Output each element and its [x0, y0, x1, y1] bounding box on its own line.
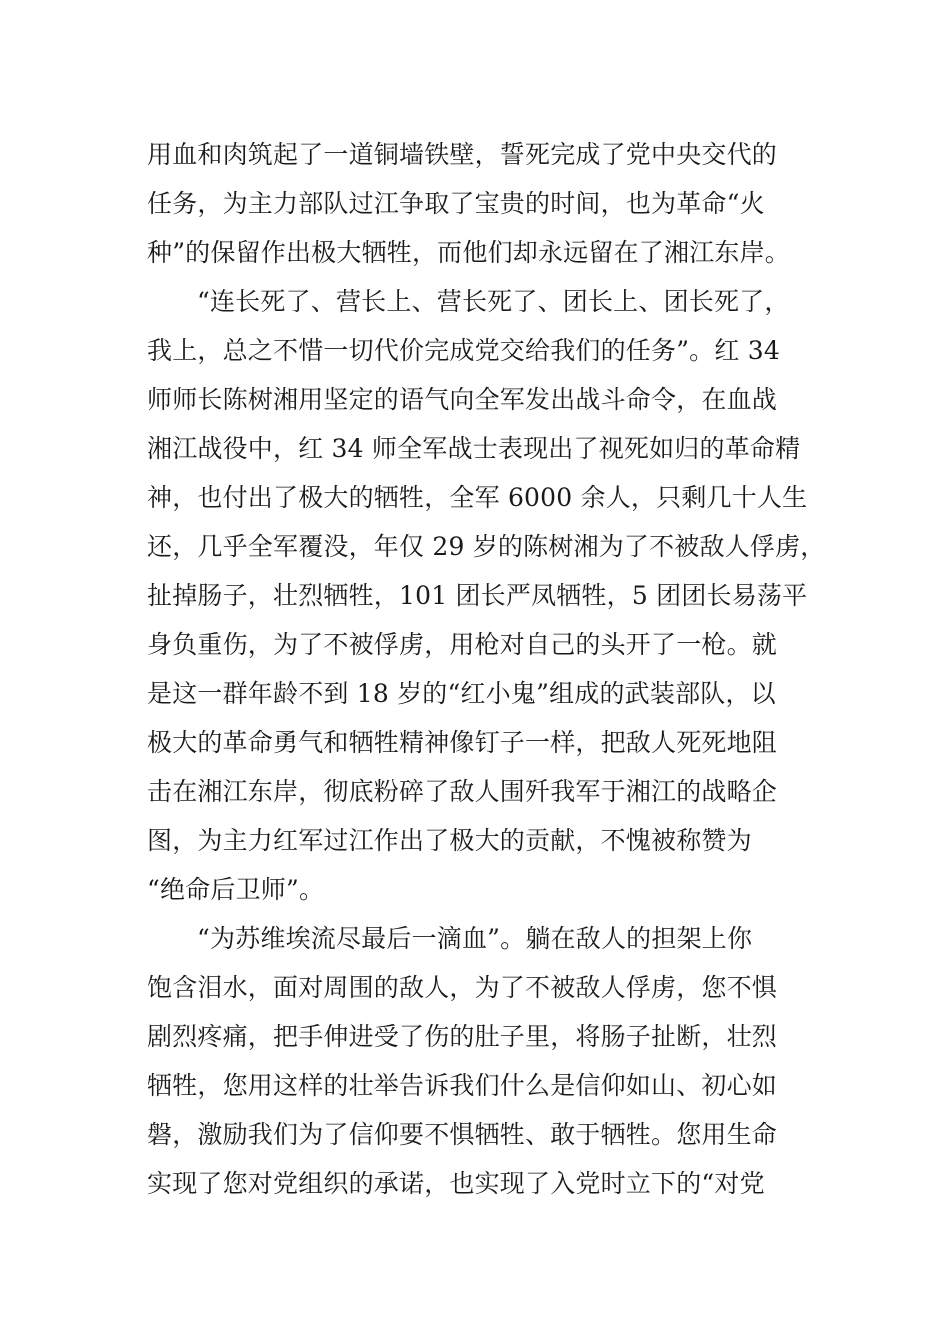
text-line: 磐，激励我们为了信仰要不惧牺牲、敢于牺牲。您用生命 — [147, 1120, 778, 1149]
text-line: 任务，为主力部队过江争取了宝贵的时间，也为革命“火 — [147, 189, 765, 218]
text-line: 还，几乎全军覆没，年仅 29 岁的陈树湘为了不被敌人俘虏， — [147, 532, 826, 561]
text-line: 极大的革命勇气和牺牲精神像钉子一样，把敌人死死地阻 — [147, 728, 778, 757]
text-line: 扯掉肠子，壮烈牺牲，101 团长严凤牺牲，5 团团长易荡平 — [147, 581, 808, 610]
document-body — [147, 130, 826, 1208]
text-line: 是这一群年龄不到 18 岁的“红小鬼”组成的武装部队，以 — [147, 679, 776, 708]
text-line: 饱含泪水，面对周围的敌人，为了不被敌人俘虏，您不惧 — [147, 973, 778, 1002]
text-line: 师师长陈树湘用坚定的语气向全军发出战斗命令，在血战 — [147, 385, 778, 414]
text-line: 实现了您对党组织的承诺，也实现了入党时立下的“对党 — [147, 1169, 765, 1198]
text-line: 神，也付出了极大的牺牲，全军 6000 余人，只剩几十人生 — [147, 483, 808, 512]
text-line: 图，为主力红军过江作出了极大的贡献，不愧被称赞为 — [147, 826, 752, 855]
text-line: 击在湘江东岸，彻底粉碎了敌人围歼我军于湘江的战略企 — [147, 777, 778, 806]
text-line: “绝命后卫师”。 — [147, 875, 325, 904]
paragraph-first-line: “为苏维埃流尽最后一滴血”。躺在敌人的担架上你 — [197, 924, 753, 953]
paragraph-first-line: “连长死了、营长上、营长死了、团长上、团长死了， — [197, 287, 790, 316]
text-line: 种”的保留作出极大牺牲，而他们却永远留在了湘江东岸。 — [147, 238, 790, 267]
text-line: 我上，总之不惜一切代价完成党交给我们的任务”。红 34 — [147, 336, 780, 365]
text-line: 身负重伤，为了不被俘虏，用枪对自己的头开了一枪。就 — [147, 630, 778, 659]
text-line: 湘江战役中，红 34 师全军战士表现出了视死如归的革命精 — [147, 434, 801, 463]
text-line: 剧烈疼痛，把手伸进受了伤的肚子里，将肠子扯断，壮烈 — [147, 1022, 778, 1051]
text-line: 用血和肉筑起了一道铜墙铁壁，誓死完成了党中央交代的 — [147, 140, 778, 169]
text-line: 牺牲，您用这样的壮举告诉我们什么是信仰如山、初心如 — [147, 1071, 778, 1100]
